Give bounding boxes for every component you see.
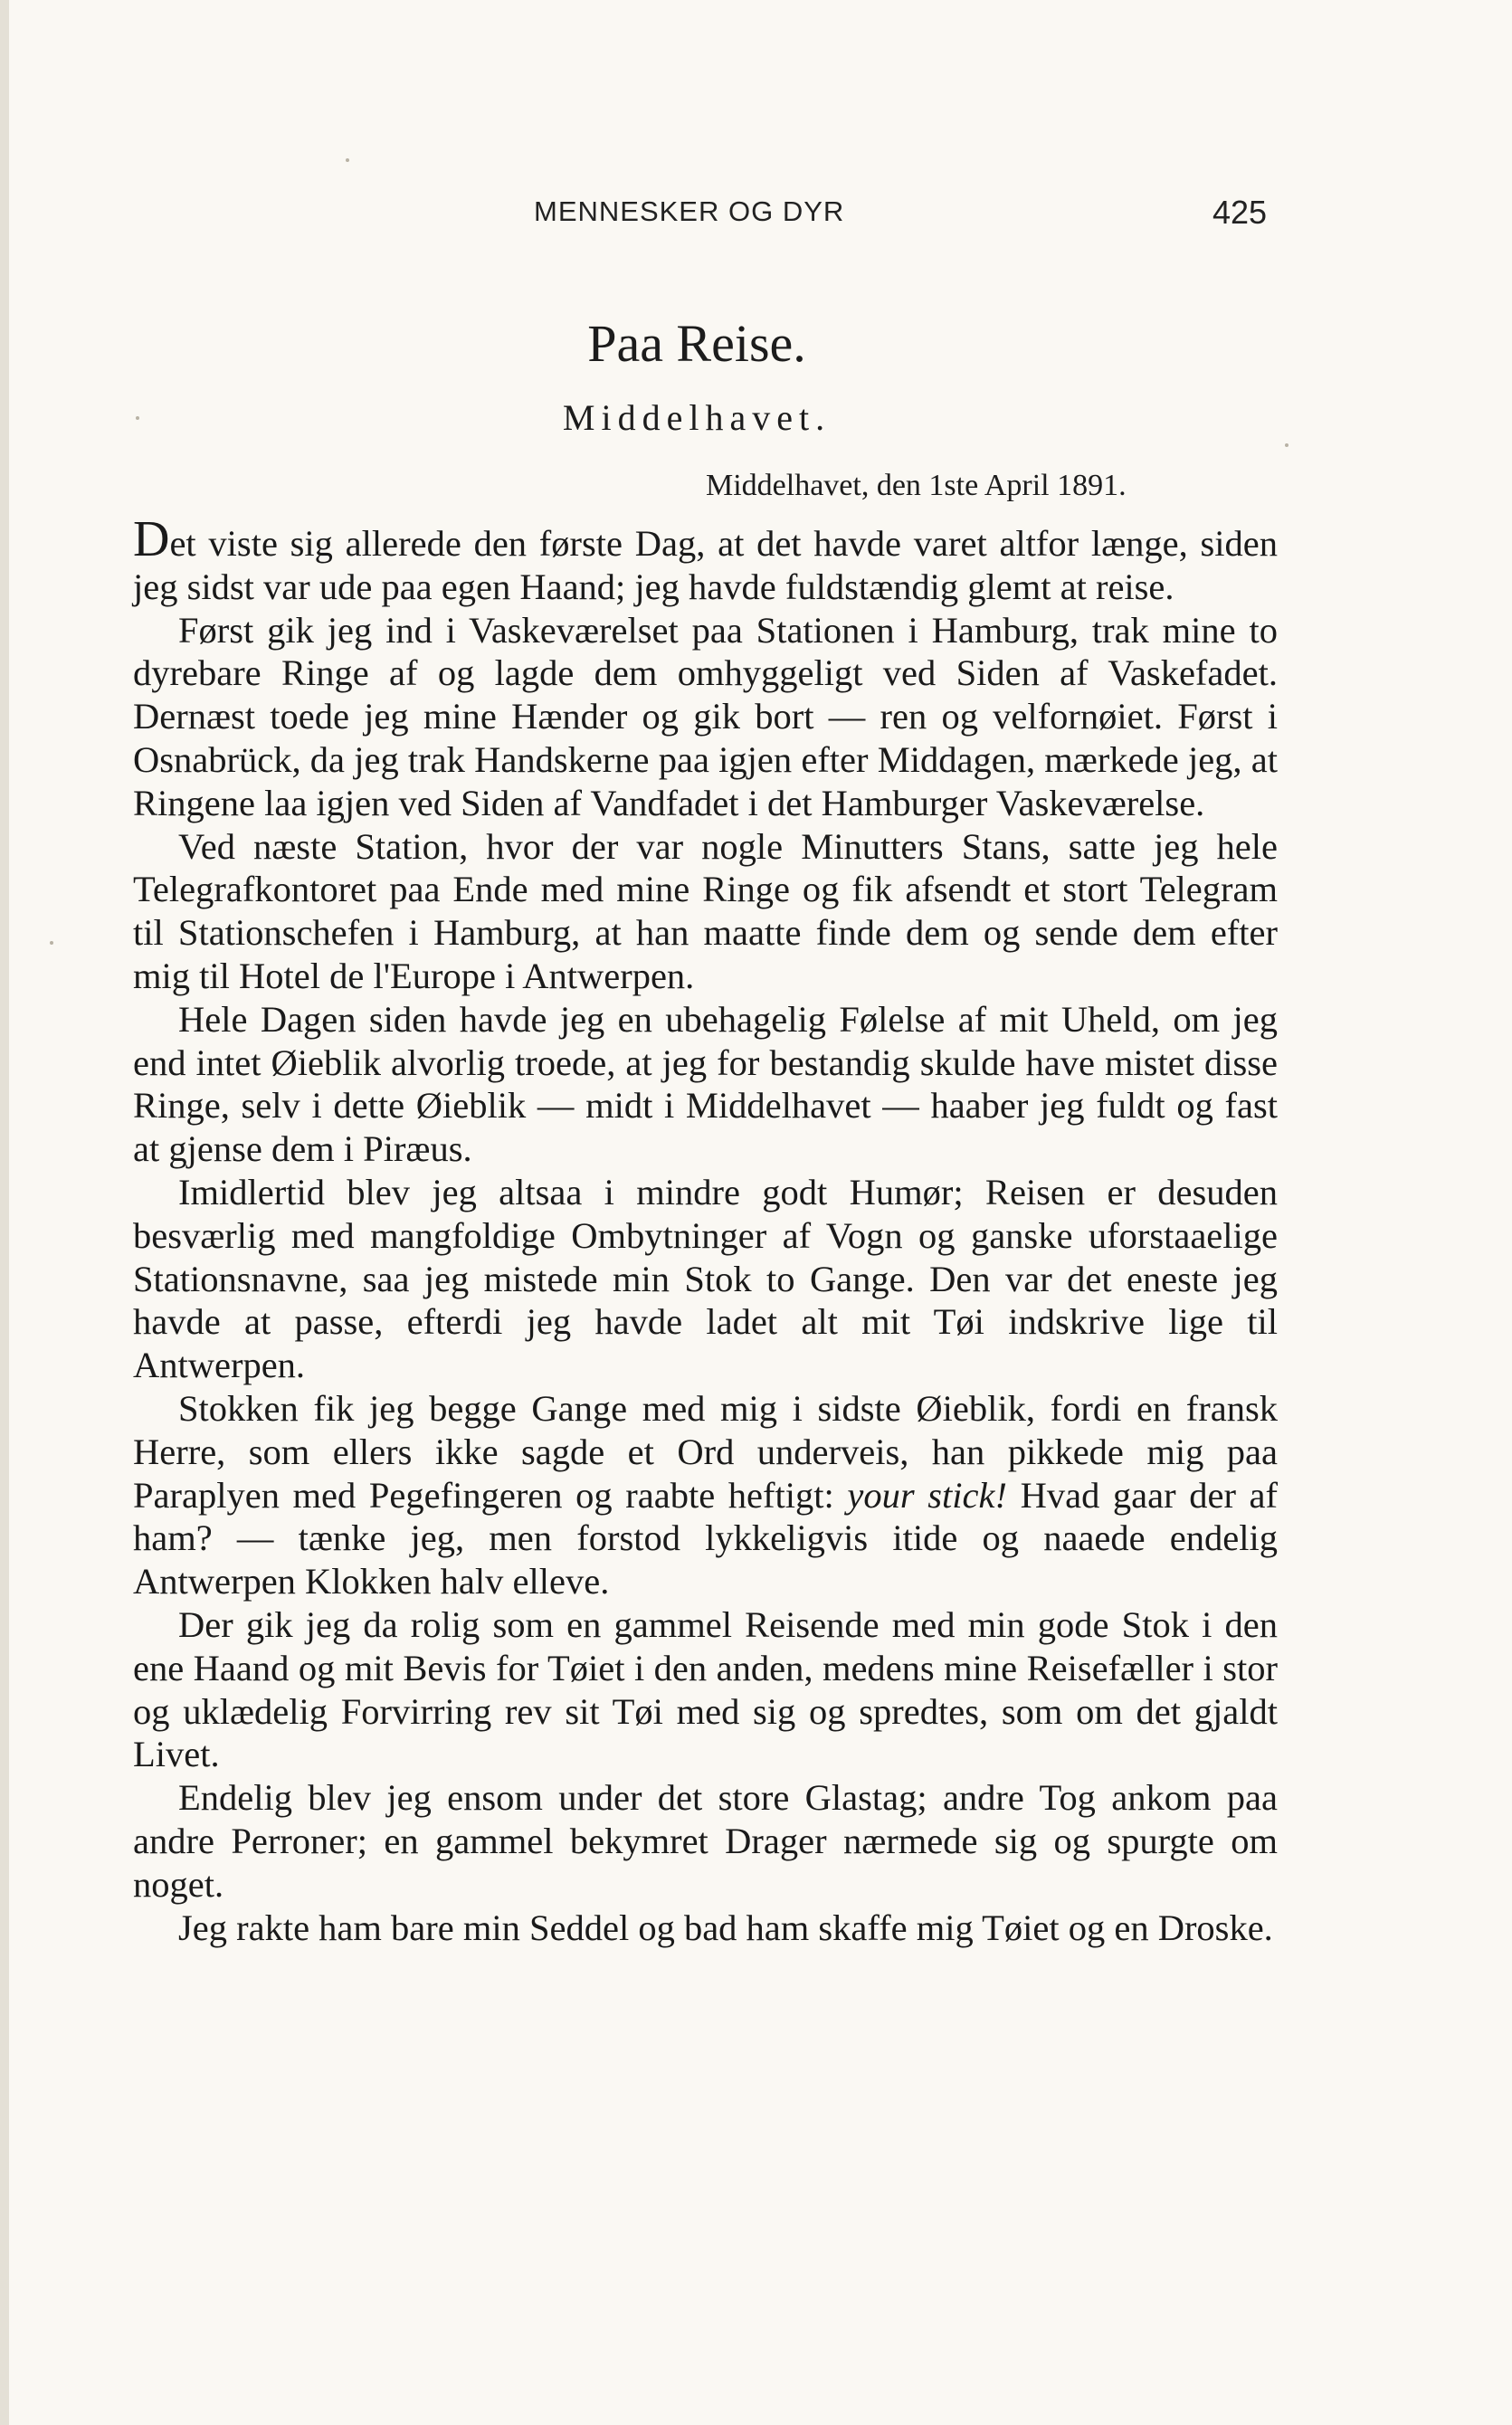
paragraph bbox=[133, 1387, 1278, 1603]
drop-cap: D bbox=[133, 511, 170, 567]
dateline: Middelhavet, den 1ste April 1891. bbox=[706, 469, 1127, 502]
paragraph: Hele Dagen siden havde jeg en ubehagelig Følelse af mit Uheld, om jeg end intet Øieblik alvorlig troede, at jeg for bestandig skulde have mistet disse Ringe, selv i dette Øieblik — midt i Middelhavet — haaber jeg fuldt og fast at gjense dem i Piræus. bbox=[133, 998, 1278, 1170]
paragraph-text-continued: Hvad gaar der af ham? — tænke jeg, men forstod lykkeligvis itide og naaede endelig Antwerpen Klokken halv elleve. bbox=[133, 1474, 1279, 1602]
body-text bbox=[133, 511, 1279, 1949]
paragraph: Endelig blev jeg ensom under det store Glastag; andre Tog ankom paa andre Perroner; en gammel bekymret Drager nærmede sig og spurgte om noget. bbox=[133, 1777, 1278, 1905]
paper-speck bbox=[346, 158, 349, 162]
paper-speck bbox=[1285, 443, 1289, 447]
paragraph: Imidlertid blev jeg altsaa i mindre godt Humør; Reisen er desuden besværlig med mangfoldige Ombytninger af Vogn og ganske uforstaaelige Stationsnavne, saa jeg mistede min Stok to Gange. Den var det eneste jeg havde at passe, efterdi jeg havde ladet alt mit Tøi indskrive lige til Antwerpen. bbox=[133, 1171, 1278, 1386]
paragraph-text: et viste sig allerede den første Dag, at det havde varet altfor længe, siden jeg sidst var ude paa egen Haand; jeg havde fuldstændig glemt at reise. bbox=[133, 523, 1278, 607]
article-subtitle: Middelhavet. bbox=[562, 397, 832, 438]
paragraph: Der gik jeg da rolig som en gammel Reisende med min gode Stok i den ene Haand og mit Bevis for Tøiet i den anden, medens mine Reisefæller i stor og uklædelig Forvirring rev sit Tøi med sig og spredtes, som om det gjaldt Livet. bbox=[133, 1603, 1278, 1775]
paragraph: Jeg rakte ham bare min Seddel og bad ham skaffe mig Tøiet og en Droske. bbox=[178, 1907, 1273, 1948]
italic-phrase: your stick! bbox=[847, 1474, 1007, 1516]
paragraph: Ved næste Station, hvor der var nogle Minutters Stans, satte jeg hele Telegrafkontoret paa Ende med mine Ringe og fik afsendt et stort Telegram til Stationschefen i Hamburg, at han maatte finde dem og sende dem efter mig til Hotel de l'Europe i Antwerpen. bbox=[133, 825, 1278, 996]
running-head: MENNESKER OG DYR bbox=[534, 195, 845, 227]
paper-speck bbox=[50, 941, 53, 945]
paragraph bbox=[133, 511, 1278, 609]
paragraph: Først gik jeg ind i Vaskeværelset paa Stationen i Hamburg, trak mine to dyrebare Ringe af og lagde dem omhyggeligt ved Siden af Vaskefadet. Dernæst toede jeg mine Hænder og gik bort — ren og velfornøiet. Først i Osnabrück, da jeg trak Handskerne paa igjen efter Middagen, mærkede jeg, at Ringene laa igjen ved Siden af Vandfadet i det Hamburger Vaskeværelse. bbox=[133, 609, 1278, 823]
article-title: Paa Reise. bbox=[587, 314, 806, 373]
page-number: 425 bbox=[1212, 194, 1268, 231]
paragraph-text: Stokken fik jeg begge Gange med mig i sidste Øieblik, fordi en fransk Herre, som ellers ikke sagde et Ord underveis, han pikkede mig paa Paraplyen med Pegefingeren og raabte heftigt: bbox=[133, 1387, 1278, 1516]
